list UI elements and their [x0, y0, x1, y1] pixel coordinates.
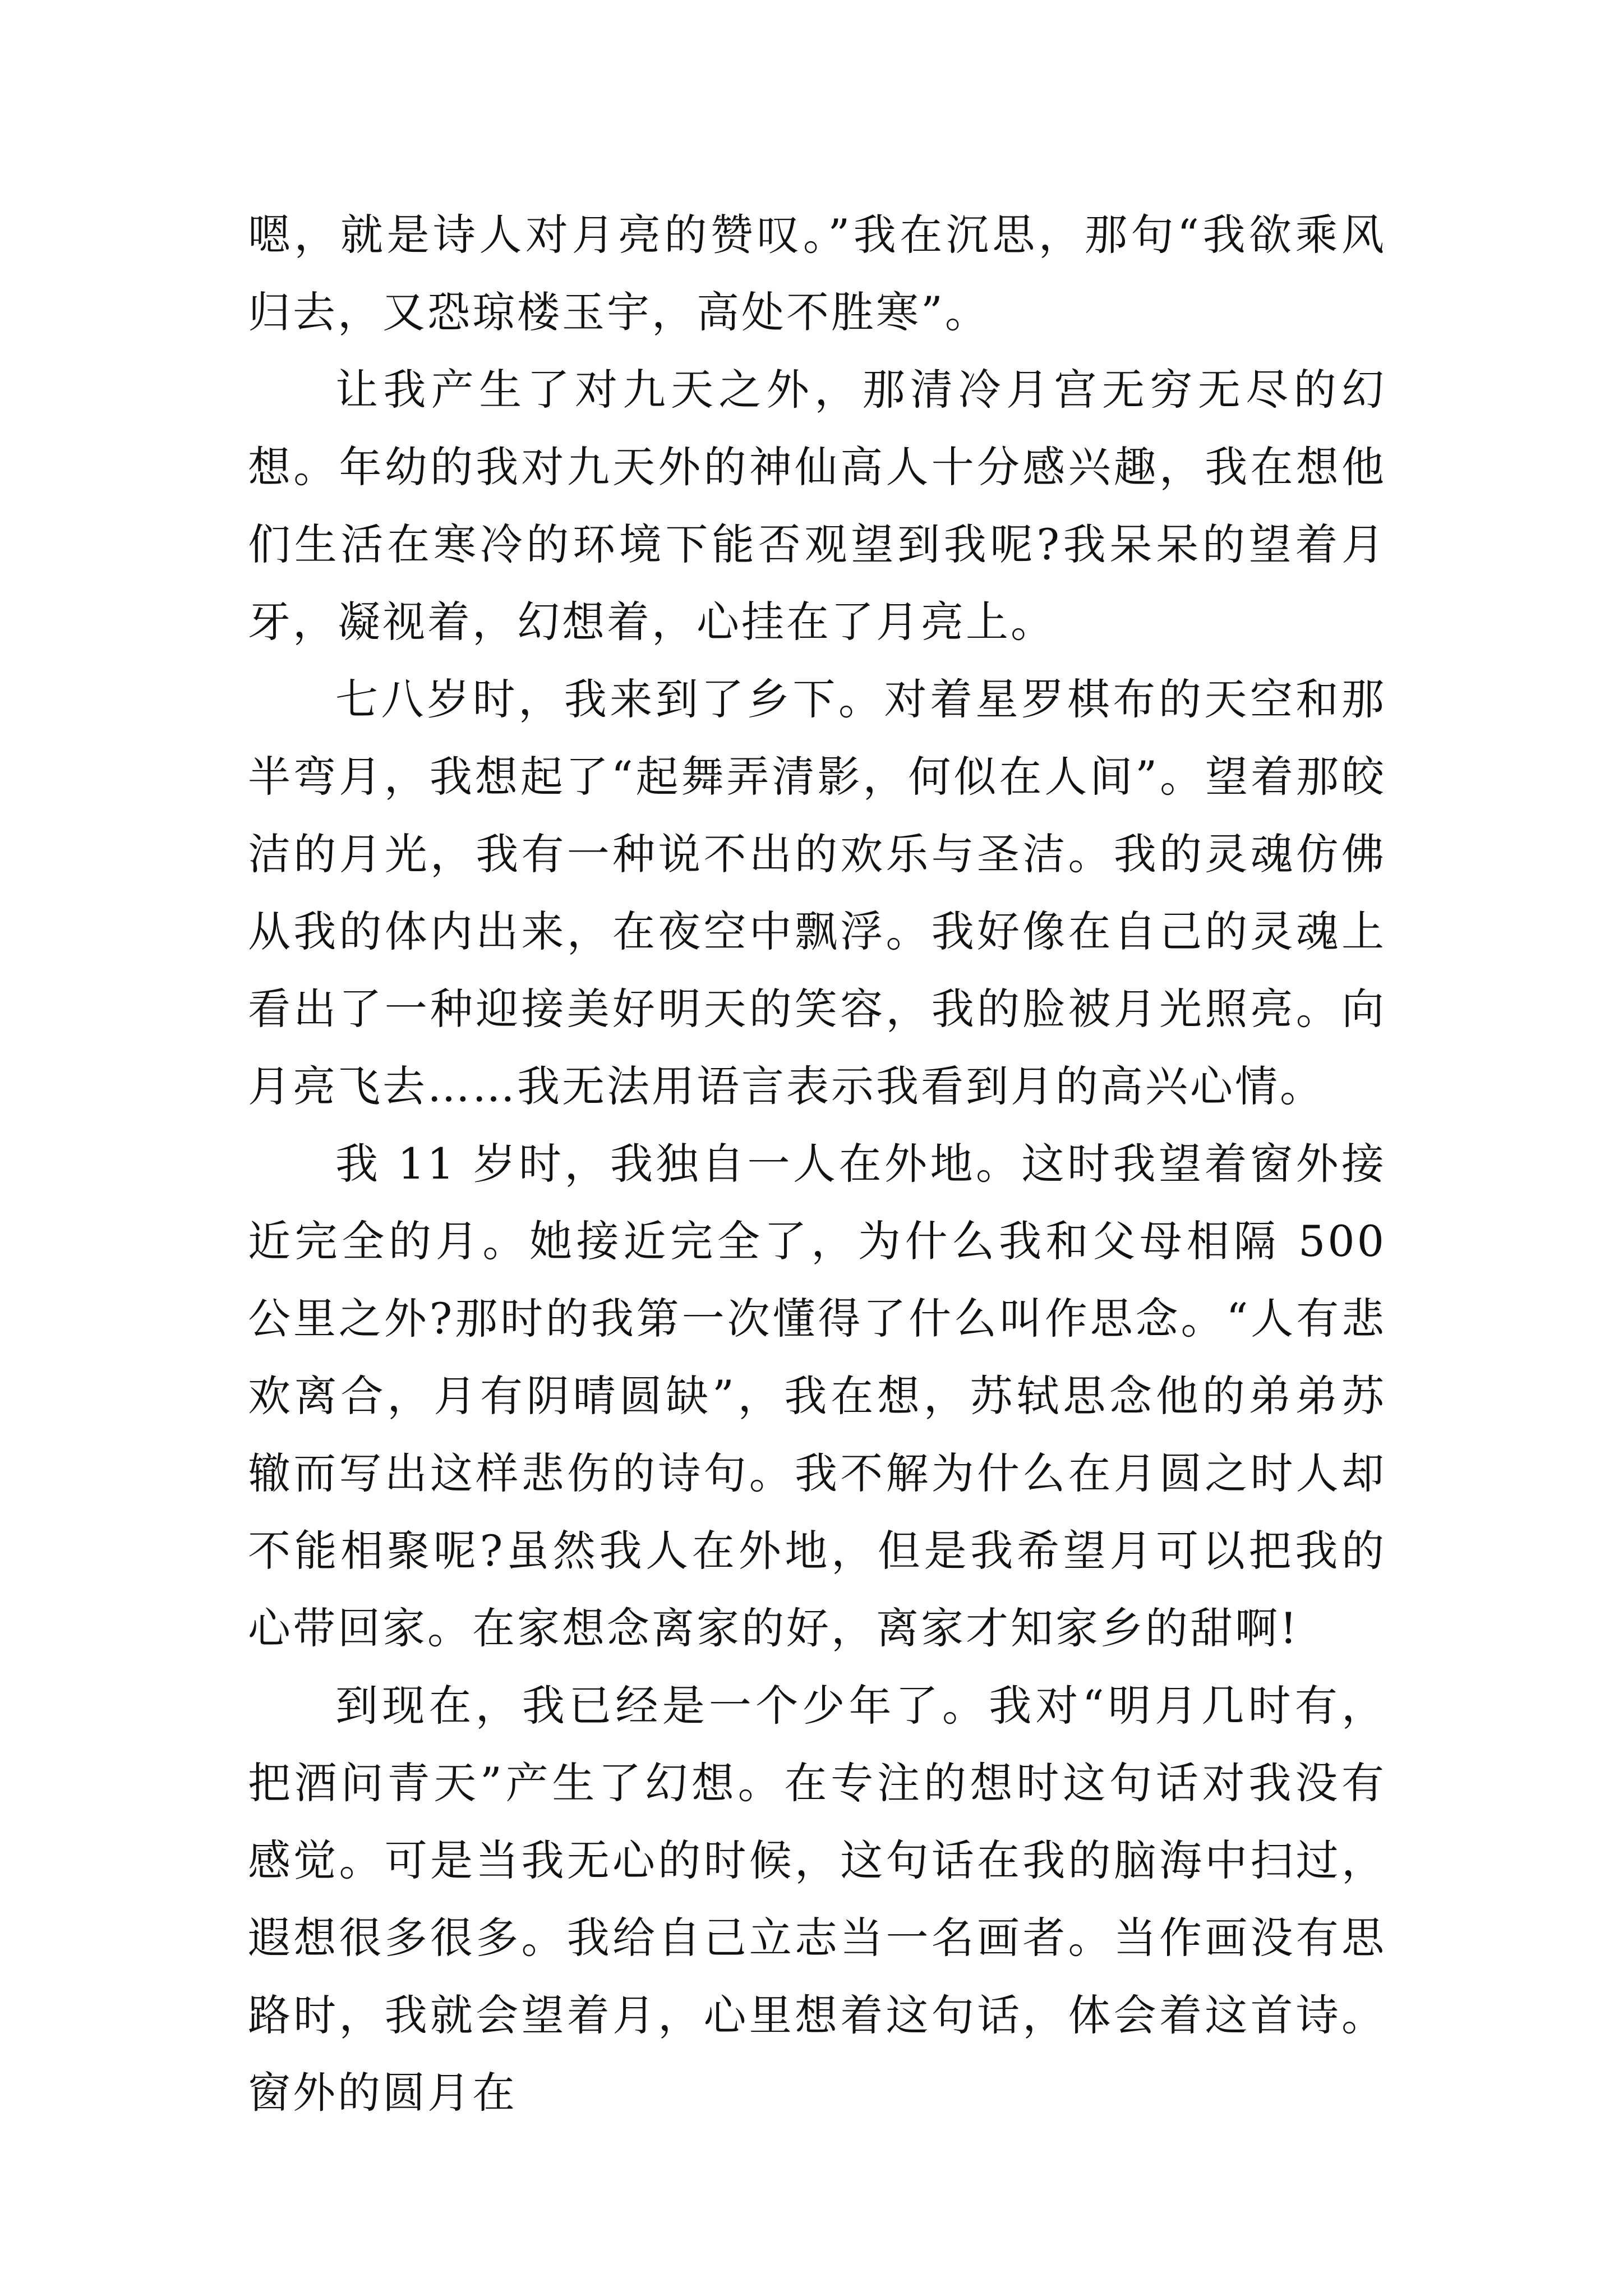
paragraph-continuation: 嗯，就是诗人对月亮的赞叹。”我在沉思，那句“我欲乘风归去，又恐琼楼玉宇，高处不胜寒”。 [248, 210, 1386, 337]
paragraph: 让我产生了对九天之外，那清冷月宫无穷无尽的幻想。年幼的我对九天外的神仙高人十分感兴趣，我在想他们生活在寒冷的环境下能否观望到我呢?我呆呆的望着月牙，凝视着，幻想着，心挂在了月亮上。 [248, 365, 1386, 647]
paragraph: 我 11 岁时，我独自一人在外地。这时我望着窗外接近完全的月。她接近完全了，为什么我和父母相隔 500 公里之外?那时的我第一次懂得了什么叫作思念。“人有悲欢离合，月有阴晴圆缺”，我在想，苏轼思念他的弟弟苏辙而写出这样悲伤的诗句。我不解为什么在月圆之时人却不能相聚呢?虽然我人在外地，但是我希望月可以把我的心带回家。在家想念离家的好，离家才知家乡的甜啊! [248, 1139, 1386, 1653]
essay-body [248, 196, 1386, 2132]
paragraph: 七八岁时，我来到了乡下。对着星罗棋布的天空和那半弯月，我想起了“起舞弄清影，何似在人间”。望着那皎洁的月光，我有一种说不出的欢乐与圣洁。我的灵魂仿佛从我的体内出来，在夜空中飘浮。我好像在自己的灵魂上看出了一种迎接美好明天的笑容，我的脸被月光照亮。向月亮飞去……我无法用语言表示我看到月的高兴心情。 [248, 674, 1386, 1111]
paragraph: 到现在，我已经是一个少年了。我对“明月几时有，把酒问青天”产生了幻想。在专注的想时这句话对我没有感觉。可是当我无心的时候，这句话在我的脑海中扫过，遐想很多很多。我给自己立志当一名画者。当作画没有思路时，我就会望着月，心里想着这句话，体会着这首诗。窗外的圆月在 [248, 1681, 1386, 2118]
